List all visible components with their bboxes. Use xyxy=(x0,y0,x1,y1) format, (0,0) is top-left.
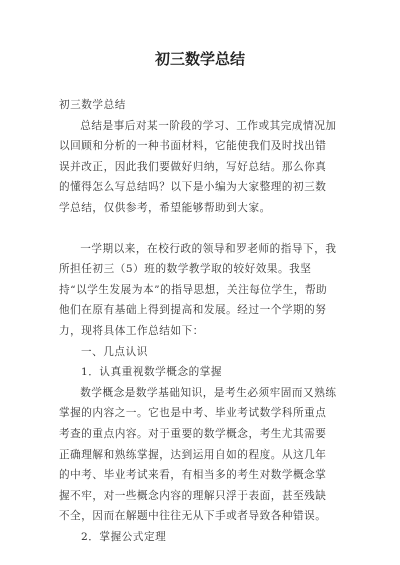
document-body xyxy=(59,95,337,547)
point-body-1: 数学概念是数学基础知识，是考生必须牢固而又熟练掌握的内容之一。它也是中考、毕业考试数学科所重点考查的重点内容。对于重要的数学概念，考生尤其需要正确理解和熟练掌握，达到运用自如的程度。从这几年的中考、毕业考试来看，有相当多的考生对数学概念掌握不牢，对一些概念内容的理解只浮于表面，甚至残缺不全，因而在解题中往往无从下手或者导致各种错误。 xyxy=(59,386,337,523)
point-heading-2: 2．掌握公式定理 xyxy=(81,530,167,543)
summary-paragraph: 一学期以来，在校行政的领导和罗老师的指导下，我所担任初三（5）班的数学教学取的较好效果。我坚持“以学生发展为本”的指导思想，关注每位学生，帮助他们在原有基础上得到提高和发展。经过一个学期的努力，现将具体工作总结如下： xyxy=(59,242,337,337)
intro-paragraph: 总结是事后对某一阶段的学习、工作或其完成情况加以回顾和分析的一种书面材料，它能使我们及时找出错误并改正，因此我们要做好归纳，写好总结。那么你真的懂得怎么写总结吗？以下是小编为大家整理的初三数学总结，仅供参考，希望能够帮助到大家。 xyxy=(59,119,337,214)
document-subtitle: 初三数学总结 xyxy=(59,99,126,111)
section-heading-1: 一、几点认识 xyxy=(81,345,148,358)
paragraph-spacer xyxy=(59,219,337,239)
point-heading-1: 1．认真重视数学概念的掌握 xyxy=(81,366,223,379)
document-title: 初三数学总结 xyxy=(154,50,245,68)
